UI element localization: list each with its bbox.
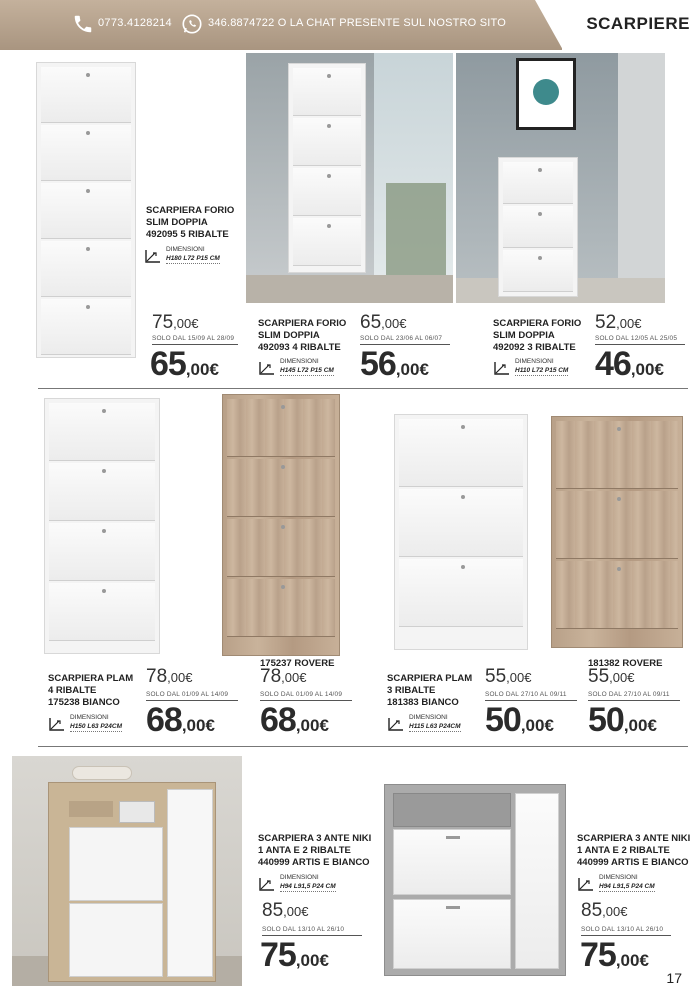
product-name-niki-2: SCARPIERA 3 ANTE NIKI 1 ANTA E 2 RIBALTE 440999 ARTIS E BIANCO [577, 833, 691, 868]
product-image-plam-3-rovere [551, 416, 683, 648]
product-name-forio-4: SCARPIERA FORIO SLIM DOPPIA 492093 4 RIBALTE [258, 318, 347, 353]
product-dimensions: H145 L72 P15 CM [280, 367, 334, 374]
dimensions-icon [577, 876, 595, 892]
old-price: 65,00€ [360, 312, 407, 333]
old-price: 85,00€ [581, 900, 628, 921]
header-notch [535, 0, 563, 50]
product-image-niki [384, 784, 566, 976]
dimensions-label: DIMENSIONI [599, 874, 638, 881]
sale-price: 75,00€ [580, 936, 649, 974]
sale-price: 68,00€ [146, 701, 215, 739]
page-number: 17 [666, 970, 682, 986]
old-price: 78,00€ [260, 666, 307, 687]
whatsapp-number[interactable]: 346.8874722 O LA CHAT PRESENTE SUL NOSTRO SITO [208, 17, 506, 29]
sale-price: 56,00€ [360, 345, 429, 383]
dimensions-icon [48, 716, 66, 732]
product-dimensions: H180 L72 P15 CM [166, 255, 220, 262]
product-name-plam-3-rovere: 181382 ROVERE [588, 658, 663, 669]
product-image-plam-3-bianco [394, 414, 528, 650]
product-dimensions: H115 L63 P24CM [409, 723, 461, 730]
old-price: 52,00€ [595, 312, 642, 333]
promo-period: SOLO DAL 12/05 AL 25/05 [595, 335, 685, 345]
product-image-forio-3 [456, 53, 665, 303]
section-title: SCARPIERE [586, 14, 690, 33]
dimensions-icon [258, 360, 276, 376]
header-bar [0, 0, 700, 50]
product-name-forio-5: SCARPIERA FORIO SLIM DOPPIA 492095 5 RIBALTE [146, 205, 235, 240]
sale-price: 75,00€ [260, 936, 329, 974]
dimensions-label: DIMENSIONI [166, 246, 205, 253]
phone-number[interactable]: 0773.4128214 [98, 17, 172, 29]
product-image-plam-4-rovere [222, 394, 340, 656]
dimensions-icon [387, 716, 405, 732]
dimensions-icon [493, 360, 511, 376]
old-price: 85,00€ [262, 900, 309, 921]
promo-period: SOLO DAL 15/09 AL 28/09 [152, 335, 238, 345]
old-price: 78,00€ [146, 666, 193, 687]
old-price: 55,00€ [588, 666, 635, 687]
sale-price: 46,00€ [595, 345, 664, 383]
promo-period: SOLO DAL 01/09 AL 14/09 [146, 691, 238, 701]
sale-price: 68,00€ [260, 701, 329, 739]
dimensions-label: DIMENSIONI [515, 358, 554, 365]
promo-period: SOLO DAL 13/10 AL 26/10 [262, 926, 362, 936]
dimensions-icon [258, 876, 276, 892]
product-dimensions: H94 L91,5 P24 CM [280, 883, 336, 890]
dimensions-icon [144, 248, 162, 264]
product-name-niki-1: SCARPIERA 3 ANTE NIKI 1 ANTA E 2 RIBALTE 440999 ARTIS E BIANCO [258, 833, 372, 868]
old-price: 75,00€ [152, 312, 199, 333]
product-image-niki-room [12, 756, 242, 986]
product-name-plam-3-bianco: SCARPIERA PLAM 3 RIBALTE 181383 BIANCO [387, 673, 473, 708]
product-dimensions: H150 L63 P24CM [70, 723, 123, 730]
whatsapp-icon [181, 13, 203, 35]
product-name-plam-4-bianco: SCARPIERA PLAM 4 RIBALTE 175238 BIANCO [48, 673, 134, 708]
old-price: 55,00€ [485, 666, 532, 687]
phone-icon [72, 13, 94, 35]
promo-period: SOLO DAL 27/10 AL 09/11 [588, 691, 680, 701]
dimensions-label: DIMENSIONI [280, 358, 319, 365]
product-image-forio-5 [36, 62, 136, 358]
promo-period: SOLO DAL 23/06 AL 06/07 [360, 335, 450, 345]
sale-price: 50,00€ [588, 701, 657, 739]
dimensions-label: DIMENSIONI [280, 874, 319, 881]
product-name-forio-3: SCARPIERA FORIO SLIM DOPPIA 492092 3 RIBALTE [493, 318, 582, 353]
product-image-plam-4-bianco [44, 398, 160, 654]
dimensions-label: DIMENSIONI [409, 714, 448, 721]
product-dimensions: H110 L72 P15 CM [515, 367, 569, 374]
product-image-forio-4 [246, 53, 453, 303]
sale-price: 50,00€ [485, 701, 554, 739]
product-name-plam-4-rovere: 175237 ROVERE [260, 658, 335, 669]
sale-price: 65,00€ [150, 345, 219, 383]
promo-period: SOLO DAL 13/10 AL 26/10 [581, 926, 671, 936]
promo-period: SOLO DAL 27/10 AL 09/11 [485, 691, 577, 701]
section-divider [38, 746, 688, 747]
promo-period: SOLO DAL 01/09 AL 14/09 [260, 691, 352, 701]
section-divider [38, 388, 688, 389]
dimensions-label: DIMENSIONI [70, 714, 109, 721]
product-dimensions: H94 L91,5 P24 CM [599, 883, 655, 890]
